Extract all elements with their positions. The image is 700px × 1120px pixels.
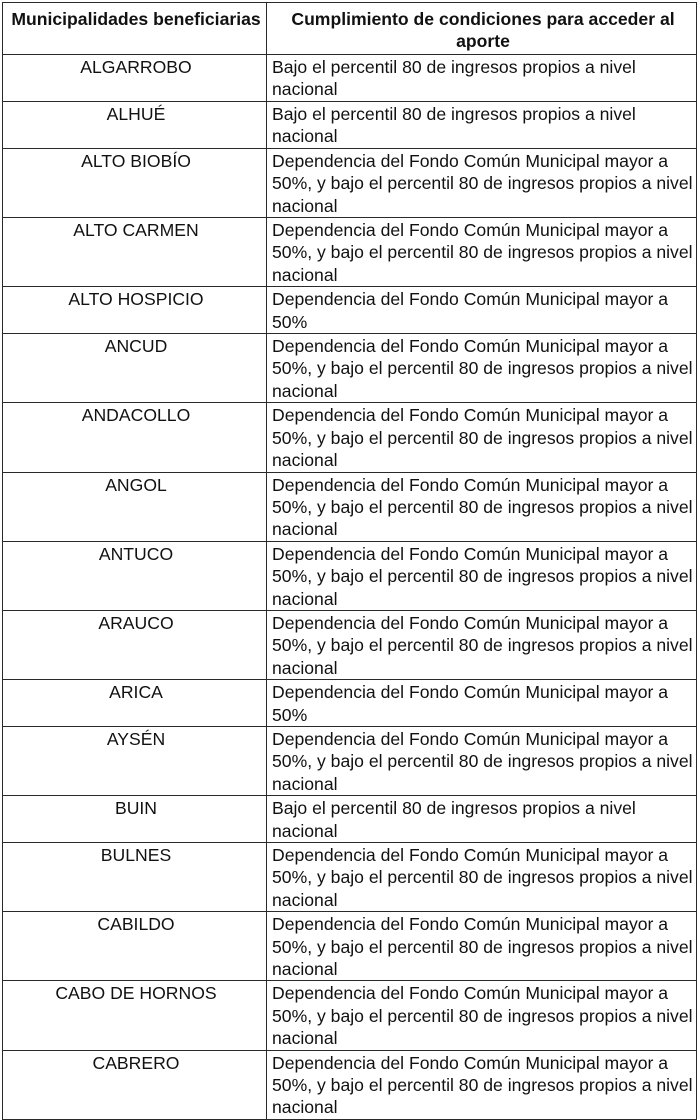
condition-cell: Bajo el percentil 80 de ingresos propios a nivel nacional [267,101,697,148]
condition-cell: Dependencia del Fondo Común Municipal mayor a 50% [267,680,697,727]
table-row [3,680,697,727]
condition-cell: Bajo el percentil 80 de ingresos propios a nivel nacional [267,54,697,101]
municipality-cell: ALTO HOSPICIO [3,287,267,334]
table-row [3,610,697,679]
condition-cell: Dependencia del Fondo Común Municipal mayor a 50%, y bajo el percentil 80 de ingresos propios a nivel nacional [267,541,697,610]
municipality-cell: ARICA [3,680,267,727]
condition-cell: Dependencia del Fondo Común Municipal mayor a 50%, y bajo el percentil 80 de ingresos propios a nivel nacional [267,726,697,795]
table-row [3,218,697,287]
municipality-cell: ALGARROBO [3,54,267,101]
municipality-cell: ANGOL [3,472,267,541]
table-header-row [3,3,697,55]
table-row [3,541,697,610]
municipality-cell: ALHUÉ [3,101,267,148]
header-municipalities: Municipalidades beneficiarias [3,3,267,55]
table-row [3,981,697,1050]
table-row [3,843,697,912]
condition-cell: Dependencia del Fondo Común Municipal mayor a 50%, y bajo el percentil 80 de ingresos propios a nivel nacional [267,472,697,541]
table-row [3,1050,697,1119]
table-row [3,796,697,843]
condition-cell: Dependencia del Fondo Común Municipal mayor a 50%, y bajo el percentil 80 de ingresos propios a nivel nacional [267,843,697,912]
municipality-cell: ALTO CARMEN [3,218,267,287]
table-row [3,472,697,541]
table-row [3,403,697,472]
municipality-cell: CABRERO [3,1050,267,1119]
municipality-cell: ANTUCO [3,541,267,610]
municipality-cell: AYSÉN [3,726,267,795]
condition-cell: Bajo el percentil 80 de ingresos propios a nivel nacional [267,796,697,843]
condition-cell: Dependencia del Fondo Común Municipal mayor a 50%, y bajo el percentil 80 de ingresos propios a nivel nacional [267,218,697,287]
municipality-cell: CABO DE HORNOS [3,981,267,1050]
table-row [3,148,697,217]
municipality-cell: BUIN [3,796,267,843]
condition-cell: Dependencia del Fondo Común Municipal mayor a 50%, y bajo el percentil 80 de ingresos propios a nivel nacional [267,981,697,1050]
table-row [3,287,697,334]
municipality-cell: CABILDO [3,912,267,981]
municipality-cell: ARAUCO [3,610,267,679]
municipalities-table [2,2,697,1120]
header-conditions: Cumplimiento de condiciones para acceder al aporte [267,3,697,55]
table-row [3,54,697,101]
condition-cell: Dependencia del Fondo Común Municipal mayor a 50%, y bajo el percentil 80 de ingresos propios a nivel nacional [267,334,697,403]
municipality-cell: ANCUD [3,334,267,403]
municipality-cell: BULNES [3,843,267,912]
table-row [3,726,697,795]
municipality-cell: ALTO BIOBÍO [3,148,267,217]
condition-cell: Dependencia del Fondo Común Municipal mayor a 50%, y bajo el percentil 80 de ingresos propios a nivel nacional [267,148,697,217]
condition-cell: Dependencia del Fondo Común Municipal mayor a 50%, y bajo el percentil 80 de ingresos propios a nivel nacional [267,403,697,472]
condition-cell: Dependencia del Fondo Común Municipal mayor a 50%, y bajo el percentil 80 de ingresos propios a nivel nacional [267,912,697,981]
table-row [3,912,697,981]
table-row [3,334,697,403]
condition-cell: Dependencia del Fondo Común Municipal mayor a 50% [267,287,697,334]
condition-cell: Dependencia del Fondo Común Municipal mayor a 50%, y bajo el percentil 80 de ingresos propios a nivel nacional [267,1050,697,1119]
condition-cell: Dependencia del Fondo Común Municipal mayor a 50%, y bajo el percentil 80 de ingresos propios a nivel nacional [267,610,697,679]
table-row [3,101,697,148]
municipality-cell: ANDACOLLO [3,403,267,472]
